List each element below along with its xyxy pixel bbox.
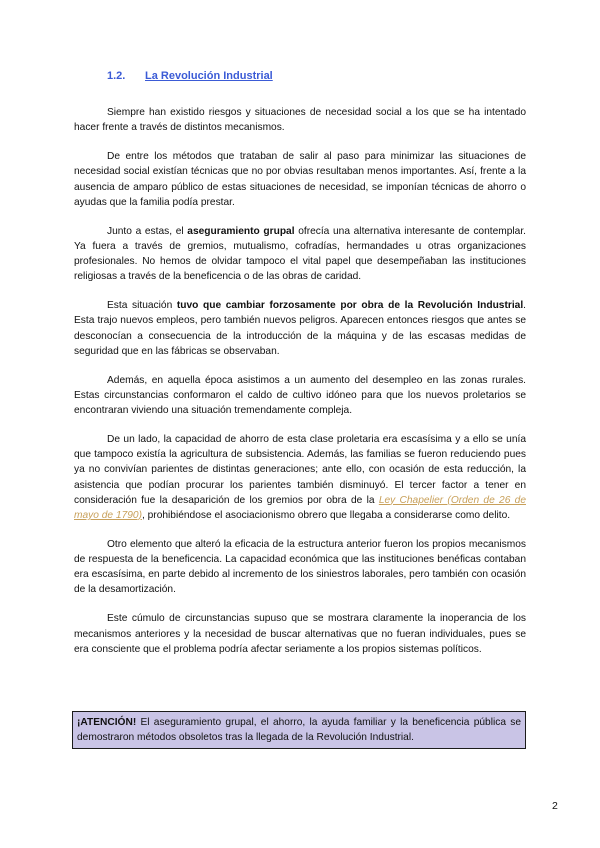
paragraph-3-text: Junto a estas, el <box>107 225 188 237</box>
paragraph-8: Este cúmulo de circunstancias supuso que se mostrara claramente la inoperancia de los mecanismos anteriores y la necesidad de buscar alternativas que no fueran individuales, pues se era consciente que el problema podría afectar seriamente a los propios sistemas políticos. <box>74 613 526 655</box>
body-text <box>74 105 526 671</box>
paragraph-3-rest: ofrecía una alternativa interesante de contemplar. Ya fuera a través de gremios, mutualismo, cofradías, hermandades u otras organizaciones profesionales. No hemos de olvidar tampoco el vital papel que desempeñaban las instituciones religiosas a través de la beneficencia o de las obras de caridad. <box>74 225 526 283</box>
section-number: 1.2. <box>107 70 126 82</box>
paragraph-7: Otro elemento que alteró la eficacia de la estructura anterior fueron los propios mecanismos de respuesta de la beneficencia. La capacidad económica que las instituciones benéficas contaban era escasísima, en parte debido al incremento de los siniestros laborales, pero también con ocasión de la desamortización. <box>74 538 526 596</box>
paragraph-3-bold: aseguramiento grupal <box>187 225 295 237</box>
section-title[interactable]: La Revolución Industrial <box>145 70 273 82</box>
paragraph-4-bold: tuvo que cambiar forzosamente por obra de la Revolución Industrial <box>176 300 524 312</box>
page-number: 2 <box>552 800 558 812</box>
paragraph-6-text: De un lado, la capacidad de ahorro de esta clase proletaria era escasísima y a ello se unía que tampoco existía la agricultura de subsistencia. Además, las familias se fueron reduciendo pues ya no convivían parientes de distintas generaciones; ante ello, con ocasión de esta reducción, la asistencia que podían procurar los parientes también disminuyó. El tercer factor a tener en consideración fue la desaparición de los gremios por obra de la <box>74 433 526 506</box>
paragraph-2: De entre los métodos que trataban de salir al paso para minimizar las situaciones de necesidad social existían técnicas que no por obvias resultaban menos importantes. Así, frente a la ausencia de amparo público de estas situaciones de necesidad, se imponían técnicas de ahorro o ayudas que la familia podía prestar. <box>74 151 526 208</box>
paragraph-5: Además, en aquella época asistimos a un aumento del desempleo en las zonas rurales. Estas circunstancias conformaron el caldo de cultivo idóneo para que los nuevos proletarios se encontraran viviendo una situación tremendamente compleja. <box>74 374 526 416</box>
paragraph-4 <box>74 298 526 359</box>
law-reference-link[interactable]: Ley Chapelier (Orden de 26 de mayo de 1790) <box>74 494 526 521</box>
paragraph-6 <box>74 432 526 523</box>
paragraph-4-text: Esta situación <box>107 300 177 312</box>
attention-notice-box <box>72 711 526 749</box>
attention-text: El aseguramiento grupal, el ahorro, la ayuda familiar y la beneficencia pública se demostraron métodos obsoletos tras la llegada de la Revolución Industrial. <box>77 717 521 744</box>
attention-label: ¡ATENCIÓN! <box>77 717 137 728</box>
paragraph-3 <box>74 224 526 285</box>
paragraph-1: Siempre han existido riesgos y situaciones de necesidad social a los que se ha intentado hacer frente a través de distintos mecanismos. <box>74 107 526 134</box>
section-heading <box>107 70 273 82</box>
paragraph-6-rest: , prohibiéndose el asociacionismo obrero que llegaba a considerarse como delito. <box>141 509 511 521</box>
paragraph-4-rest: . Esta trajo nuevos empleos, pero también nuevos peligros. Aparecen entonces riesgos que antes se desconocían a consecuencia de la introducción de la máquina y de las escasas medidas de seguridad que en las fábricas se observaban. <box>74 300 526 357</box>
